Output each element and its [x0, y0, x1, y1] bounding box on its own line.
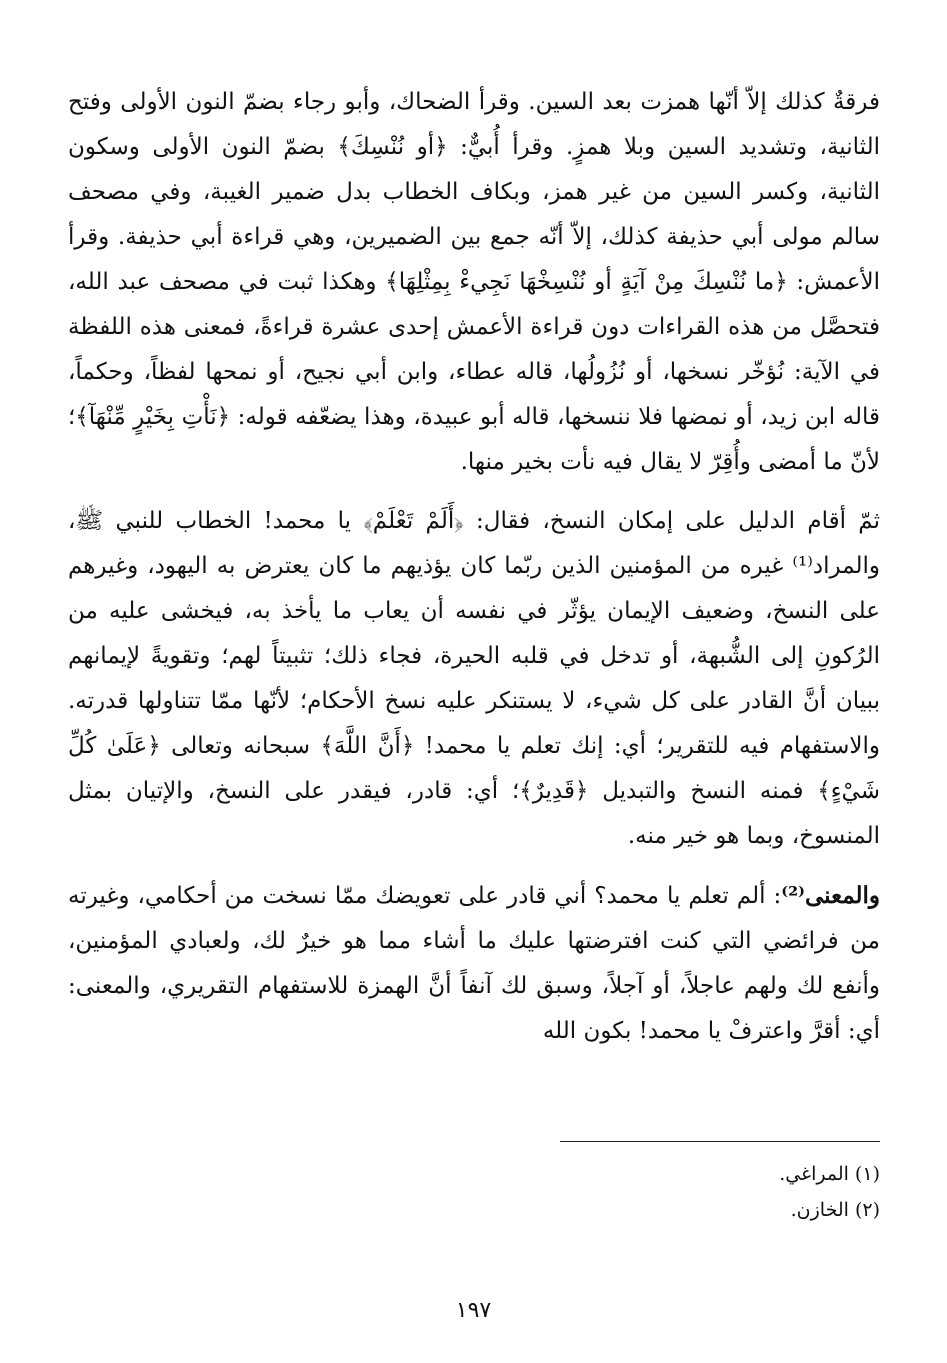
- main-text: [68, 80, 880, 1054]
- footnotes: [560, 1156, 880, 1228]
- footnote-separator: [560, 1141, 880, 1142]
- page-number: ١٩٧: [455, 1298, 492, 1323]
- paragraph-3: [68, 873, 880, 1054]
- paragraph-1: فرقةٌ كذلك إلاّ أنّها همزت بعد السين. وقرأ الضحاك، وأبو رجاء بضمّ النون الأولى وفتح الثانية، وتشديد السين وبلا همزٍ. وقرأ أُبيٌّ: ﴿أو نُنْسِكَ﴾ بضمّ النون الأولى وسكون الثانية، وكسر السين من غير همز، وبكاف الخطاب بدل ضمير الغيبة، وفي مصحف سالم مولى أبي حذيفة كذلك، إلاّ أنّه جمع بين الضميرين، وهي قراءة أبي حذيفة. وقرأ الأعمش: ﴿ما نُنْسِكَ مِنْ آيَةٍ أو نُنْسِخْهَا نَجِيءْ بِمِثْلِهَا﴾ وهكذا ثبت في مصحف عبد الله، فتحصَّل من هذه القراءات دون قراءة الأعمش إحدى عشرة قراءةً، فمعنى هذه اللفظة في الآية: نُؤخّر نسخها، أو نُزُولُها، قاله عطاء، وابن أبي نجيح، أو نمحها لفظاً، وحكماً، قاله ابن زيد، أو نمضها فلا ننسخها، قاله أبو عبيدة، وهذا يضعّفه قوله: ﴿نَأْتِ بِخَيْرٍ مِّنْهَآ﴾؛ لأنّ ما أمضى وأُقِرّ لا يقال فيه نأت بخير منها.: [68, 89, 880, 475]
- footnote-2: (٢) الخازن.: [790, 1199, 880, 1221]
- paragraph-3-lead: والمعنى⁽²⁾: [781, 882, 880, 909]
- paragraph-3-text: : ألم تعلم يا محمد؟ أني قادر على تعويضك ممّا نسخت من أحكامي، وغيرته من فرائضي التي كنت افترضتها عليك ما أشاء مما هو خيرٌ لك، ولعبادي المؤمنين، وأنفع لك ولهم عاجلاً، أو آجلاً، وسبق لك آنفاً أنَّ الهمزة للاستفهام التقريري، والمعنى: أي: أقرَّ واعترفْ يا محمد! بكون الله: [68, 883, 880, 1044]
- footnote-1: (١) المراغي.: [779, 1163, 880, 1185]
- paragraph-2: ثمّ أقام الدليل على إمكان النسخ، فقال: ﴿أَلَمْ تَعْلَمْ﴾ يا محمد! الخطاب للنبي ﷺ، والمراد⁽¹⁾ غيره من المؤمنين الذين ربّما كان يؤذيهم ما كان يعترض به اليهود، وغيرهم على النسخ، وضعيف الإيمان يؤثّر في نفسه أن يعاب ما يأخذ به، فيخشى عليه من الرُكونِ إلى الشُّبهة، أو تدخل في قلبه الحيرة، فجاء ذلك؛ تثبيتاً لهم؛ وتقويةً لإيمانهم ببيان أنَّ القادر على كل شيء، لا يستنكر عليه نسخ الأحكام؛ لأنّها ممّا تتناولها قدرته. والاستفهام فيه للتقرير؛ أي: إنك تعلم يا محمد! ﴿أَنَّ اللَّهَ﴾ سبحانه وتعالى ﴿عَلَىٰ كُلِّ شَيْءٍ﴾ فمنه النسخ والتبديل ﴿قَدِيرٌ﴾؛ أي: قادر، فيقدر على النسخ، والإتيان بمثل المنسوخ، وبما هو خير منه.: [68, 508, 881, 849]
